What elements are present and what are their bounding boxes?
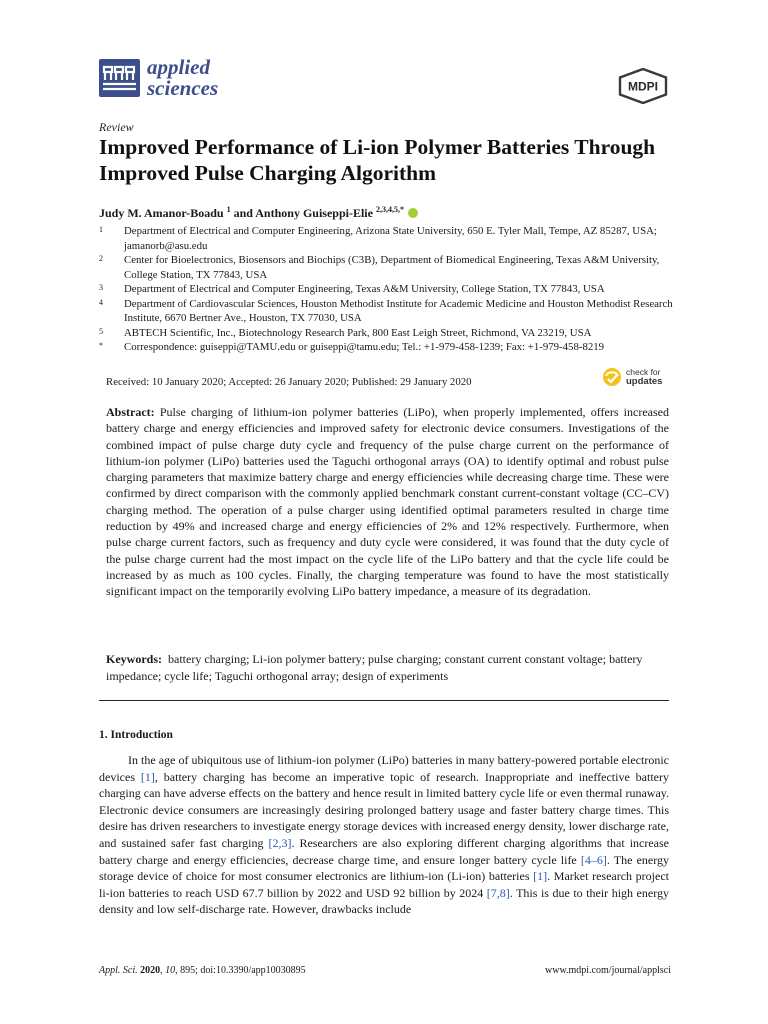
keywords-label: Keywords: — [106, 652, 162, 666]
abstract-label: Abstract: — [106, 405, 155, 419]
citation-link[interactable]: [7,8] — [486, 885, 510, 900]
footer-doi[interactable]: , 895; doi:10.3390/app10030895 — [175, 965, 306, 976]
check-updates-line1: check for — [626, 367, 661, 377]
mdpi-logo-icon — [617, 68, 669, 104]
affiliation-text: Department of Electrical and Computer Engineering, Arizona State University, 650 E. Tyler Mall, Tempe, AZ 85287, USA; jamanorb@asu.edu — [124, 225, 657, 252]
keywords-text: battery charging; Li-ion polymer battery; pulse charging; constant current constant voltage; battery impedance; cycle life; Taguchi orthogonal array; design of experiments — [106, 652, 643, 683]
introduction-paragraph: In the age of ubiquitous use of lithium-ion polymer (LiPo) batteries in many battery-powered portable electronic devices [1], battery charging has become an imperative topic of research. Inappropriate and ineffective battery charging can have adverse effects on the battery and hence result in limited battery cycle life or even thermal runaway. Electronic device consumers are increasingly desiring prolonged battery usage and faster battery charge times. This desire has driven researchers to investigate energy storage devices with increased energy density, lower discharge rate, and sustained safer fast charging [2,3]. Researchers are also exploring different charging algorithms that increase battery charge and energy efficiencies, decrease charge time, and ensure longer battery cycle life [4–6]. The energy storage device of choice for most consumer electronics are lithium-ion (Li-ion) batteries [1]. Market research project li-ion batteries to reach USD 67.7 billion by 2022 and USD 92 billion by 2024 [7,8]. This is due to their high energy density and low self-discharge rate. However, drawbacks include — [99, 753, 670, 917]
affiliation-number: 3 — [99, 283, 103, 292]
affiliations-list — [99, 224, 679, 355]
affiliation-text: Center for Bioelectronics, Biosensors and Biochips (C3B), Department of Biomedical Engineering, Texas A&M University, College Station, TX 77843, USA — [124, 254, 660, 281]
orcid-icon[interactable] — [408, 208, 418, 218]
check-updates-label — [626, 368, 662, 386]
citation-link[interactable]: [1] — [533, 869, 548, 884]
mdpi-logo[interactable] — [617, 68, 669, 109]
journal-logo[interactable] — [99, 57, 218, 99]
affiliation-text: Department of Cardiovascular Sciences, Houston Methodist Institute for Academic Medicine and Houston Methodist Research Institute, 6670 Bertner Ave., Houston, TX 77030, USA — [124, 297, 673, 324]
affiliation-item — [99, 326, 679, 341]
check-for-updates-badge[interactable] — [602, 367, 662, 387]
footer-journal-abbrev: Appl. Sci. — [99, 965, 138, 976]
journal-name — [147, 57, 218, 99]
journal-name-line1: applied — [147, 55, 210, 79]
publication-dates: Received: 10 January 2020; Accepted: 26 January 2020; Published: 29 January 2020 — [106, 376, 472, 388]
correspondence-marker: * — [99, 341, 103, 350]
author-1[interactable]: Judy M. Amanor-Boadu — [99, 206, 224, 220]
section-divider — [99, 700, 669, 701]
affiliation-number: 1 — [99, 225, 103, 234]
affiliation-text: ABTECH Scientific, Inc., Biotechnology Research Park, 800 East Leigh Street, Richmond, VA 23219, USA — [124, 326, 592, 339]
affiliation-item — [99, 224, 679, 253]
affiliation-item — [99, 282, 679, 297]
citation-link[interactable]: [1] — [140, 769, 155, 784]
footer-journal-url[interactable]: www.mdpi.com/journal/applsci — [545, 965, 671, 976]
check-updates-icon — [602, 367, 622, 387]
applied-sciences-logo-icon — [99, 59, 140, 97]
check-updates-line2: updates — [626, 376, 663, 387]
article-type: Review — [99, 120, 134, 134]
footer-citation: Appl. Sci. 2020, 10, 895; doi:10.3390/app10030895 — [99, 965, 306, 976]
affiliation-item — [99, 297, 679, 326]
affiliation-number: 5 — [99, 326, 103, 336]
author-2[interactable]: and Anthony Guiseppi-Elie — [233, 206, 373, 220]
author-1-affiliation: 1 — [226, 205, 231, 214]
footer-volume: 10 — [165, 965, 176, 976]
publisher-name: MDPI — [628, 79, 658, 94]
affiliation-number: 4 — [99, 297, 103, 307]
keywords — [106, 651, 669, 684]
authors-line — [99, 205, 418, 221]
citation-link[interactable]: [4–6] — [580, 852, 607, 867]
correspondence-item — [99, 340, 679, 355]
abstract — [106, 404, 669, 600]
affiliation-text: Department of Electrical and Computer Engineering, Texas A&M University, College Station, TX 77843, USA — [124, 283, 605, 295]
section-heading-introduction: 1. Introduction — [99, 729, 173, 741]
abstract-text: Pulse charging of lithium-ion polymer batteries (LiPo), when properly implemented, offers increased battery charge and energy efficiencies and improved safety for electronic device consumers. Investigations of the combined impact of pulse charge duty cycle and frequency of the pulse charge current on the performance of lithium-ion polymer (LiPo) batteries used the Taguchi orthogonal arrays (OA) to identify optimal and robust pulse charging parameters that maximize battery charge and energy efficiencies while decreasing charge time. These were confirmed by direct comparison with the commonly applied benchmark constant current-constant voltage (CC–CV) charging method. The operation of a pulse charger using identified optimal parameters resulted in charge time reduction by 49% and increased charge and energy efficiencies of 2% and 12% respectively. Furthermore, when pulse charge current factors, such as frequency and duty cycle were considered, it was found that the duty cycle of the pulse charge current had the most impact on the cycle life of the LiPo battery and that the cycle life could be increased by as much as 100 cycles. Finally, the charging temperature was found to have the most statistically significant impact on the temporarily evolving LiPo battery impedance, a measure of its degradation. — [106, 405, 669, 599]
article-title: Improved Performance of Li-ion Polymer Batteries Through Improved Pulse Charging Algorithm — [99, 135, 656, 185]
affiliation-item — [99, 253, 679, 282]
citation-link[interactable]: [2,3] — [268, 835, 292, 850]
footer-year: 2020 — [140, 965, 161, 976]
author-2-affiliation: 2,3,4,5,* — [375, 205, 404, 214]
correspondence-text[interactable]: Correspondence: guiseppi@TAMU.edu or guiseppi@tamu.edu; Tel.: +1-979-458-1239; Fax: +1-979-458-8219 — [124, 341, 605, 353]
journal-name-line2: sciences — [147, 76, 219, 100]
affiliation-number: 2 — [99, 254, 103, 263]
